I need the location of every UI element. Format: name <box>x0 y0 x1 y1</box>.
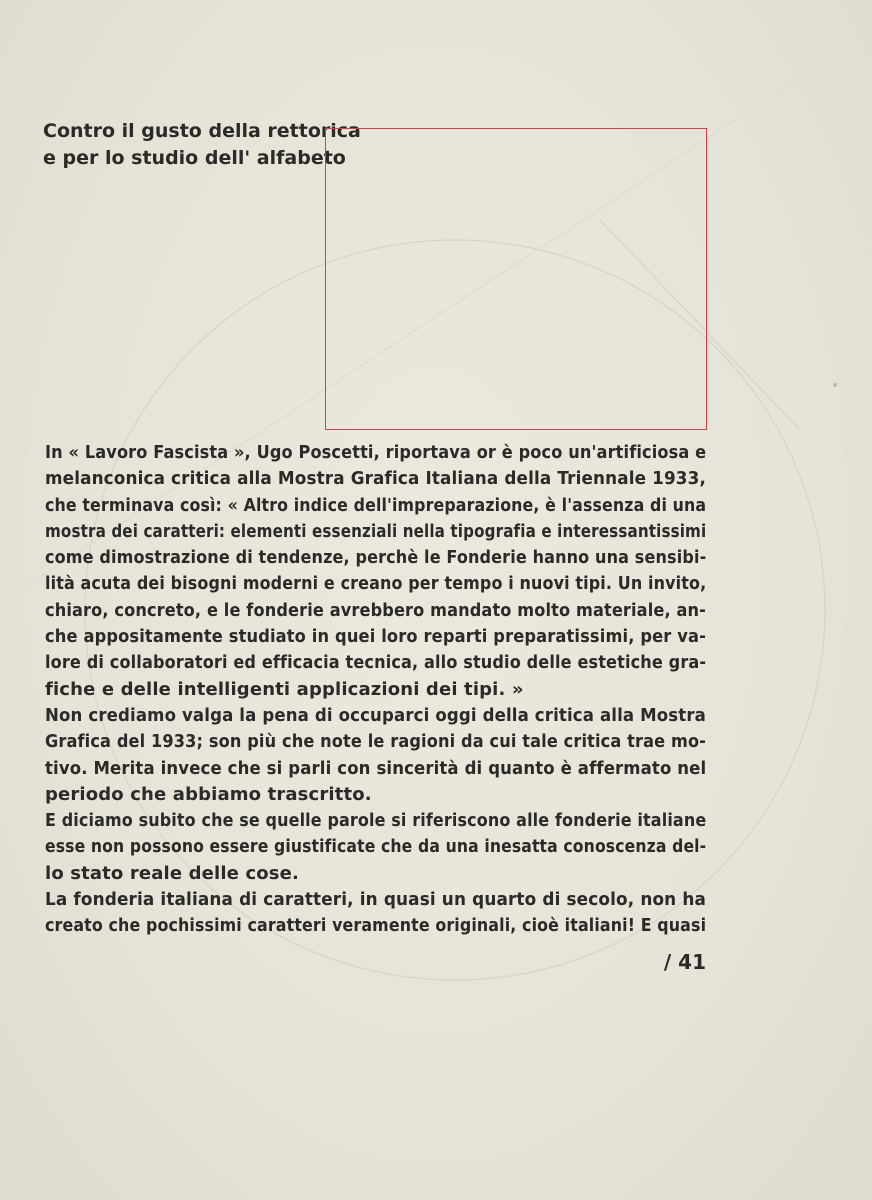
page-number: / 41 <box>663 950 706 974</box>
text-line: lo stato reale delle cose. <box>45 862 299 884</box>
text-line: tivo. Merita invece che si parli con sincerità di quanto è affermato nel <box>45 757 707 779</box>
text-line: come dimostrazione di tendenze, perchè le Fonderie hanno una sensibi- <box>45 547 707 569</box>
text-line: Grafica del 1933; son più che note le ragioni da cui tale critica trae mo- <box>45 731 706 753</box>
text-line: periodo che abbiamo trascritto. <box>45 783 372 805</box>
section-heading <box>43 118 361 172</box>
text-line: In « Lavoro Fascista », Ugo Poscetti, riportava or è poco un'artificiosa e <box>45 442 707 463</box>
text-line: creato che pochissimi caratteri veramente originali, cioè italiani! E quasi <box>45 915 707 937</box>
empty-image-frame <box>325 128 707 430</box>
body-text <box>45 440 706 940</box>
text-line: chiaro, concreto, e le fonderie avrebbero mandato molto materiale, an- <box>45 599 706 621</box>
text-line: esse non possono essere giustificate che da una inesatta conoscenza del- <box>45 836 707 858</box>
text-line: La fonderia italiana di caratteri, in quasi un quarto di secolo, non ha <box>45 889 706 911</box>
heading-line-2: e per lo studio dell' alfabeto <box>43 147 346 169</box>
text-line: che appositamente studiato in quei loro reparti preparatissimi, per va- <box>45 626 706 648</box>
text-line: Non crediamo valga la pena di occuparci oggi della critica alla Mostra <box>45 704 706 726</box>
text-line: lità acuta dei bisogni moderni e creano per tempo i nuovi tipi. Un invito, <box>45 573 707 595</box>
text-line: melanconica critica alla Mostra Grafica Italiana della Triennale 1933, <box>45 468 706 490</box>
heading-line-1: Contro il gusto della rettorica <box>43 120 361 142</box>
text-line: lore di collaboratori ed efficacia tecnica, allo studio delle estetiche gra- <box>45 652 707 674</box>
text-line: E diciamo subito che se quelle parole si riferiscono alle fonderie italiane <box>45 810 707 832</box>
text-line: mostra dei caratteri: elementi essenziali nella tipografia e interessantissimi <box>45 520 707 542</box>
text-line: fiche e delle intelligenti applicazioni dei tipi. » <box>45 678 524 700</box>
text-line: che terminava così: « Altro indice dell'impreparazione, è l'assenza di una <box>45 494 707 516</box>
